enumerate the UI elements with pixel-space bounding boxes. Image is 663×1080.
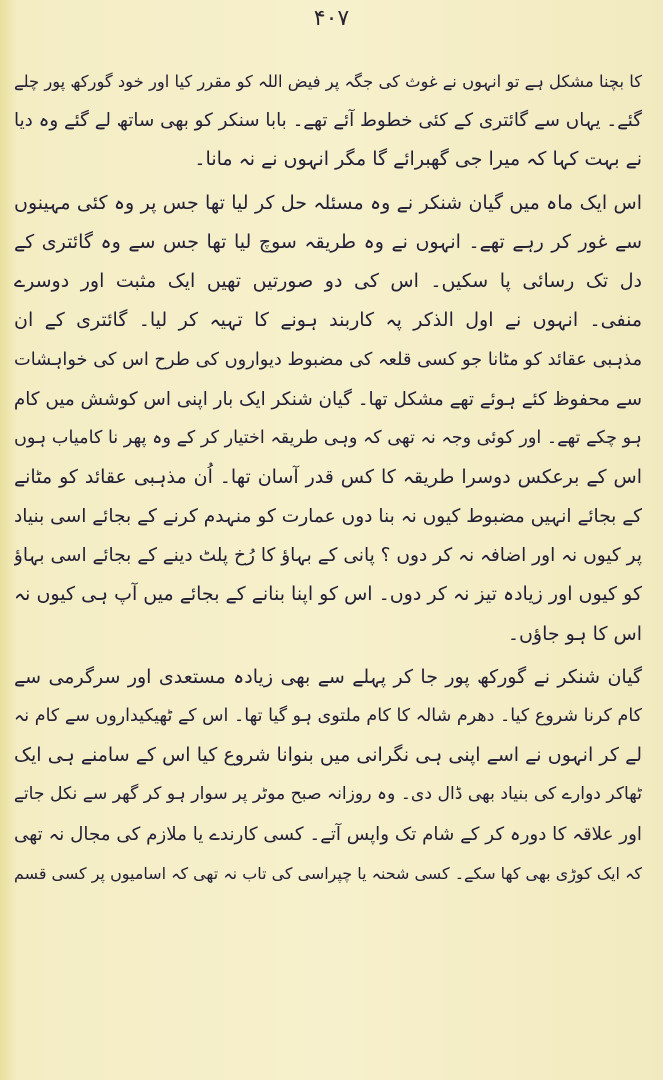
page-number: ۴۰۷ [313,6,350,31]
text-line: منفی۔ انہوں نے اول الذکر پہ کاربند ہونے کا تہیہ کر لیا۔ گائتری کے ان [14,309,642,332]
body-text [14,62,642,893]
text-line: ہو چکے تھے۔ اور کوئی وجہ نہ تھی کہ وہی طریقہ اختیار کر کے وہ پھر نا کامیاب ہوں [14,427,642,448]
text-line: دل تک رسائی پا سکیں۔ اس کی دو صورتیں تھیں ایک مثبت اور دوسرے [14,269,642,292]
text-line: پر کیوں نہ اور اضافہ نہ کر دوں ؟ پانی کے بہاؤ کا رُخ پلٹ دینے کے بجائے اسی بہاؤ [14,545,642,567]
text-line: گئے۔ یہاں سے گائتری کے کئی خطوط آئے تھے۔ بابا سنکر کو بھی ساتھ لے گئے وہ دیا [14,110,642,132]
paragraph-3 [14,658,642,893]
paragraph-1 [14,62,642,180]
text-line: نے بہت کہا کہ میرا جی گھبرائے گا مگر انہوں نے نہ مانا۔ [194,148,642,171]
text-line: لے کر انہوں نے اسے اپنی ہی نگرانی میں بنوانا شروع کیا اس کے سامنے ہی ایک [14,744,642,767]
text-line: اس ایک ماہ میں گیان شنکر نے وہ مسئلہ حل کر لیا تھا جس پر وہ کئی مہینوں [14,191,642,214]
text-line: کو کیوں اور زیادہ تیز نہ کر دوں۔ اس کو اپنا بنانے کے بجائے میں آپ ہی کیوں نہ [14,583,642,606]
text-line: گیان شنکر نے گورکھ پور جا کر پہلے سے بھی زیادہ مستعدی اور سرگرمی سے [14,665,642,688]
text-line: سے غور کر رہے تھے۔ انہوں نے وہ طریقہ سوچ لیا تھا جس سے وہ گائتری کے [14,230,642,253]
text-line: اس کے برعکس دوسرا طریقہ کا کس قدر آسان تھا۔ اُن مذہبی عقائد کو مٹانے [14,465,642,488]
text-line: مذہبی عقائد کو مٹانا جو کسی قلعہ کی مضبوط دیواروں کی طرح اس کی خواہشات [14,349,642,371]
text-line: اور علاقہ کا دورہ کر کے شام تک واپس آتے۔ کسی کارندے یا ملازم کی مجال نہ تھی [14,823,642,845]
text-line: ٹھاکر دوارے کی بنیاد بھی ڈال دی۔ وہ روزانہ صبح موٹر پر سوار ہو کر گھر سے نکل جاتے [14,784,642,805]
paragraph-2 [14,184,642,654]
text-line: کا بچنا مشکل ہے تو انہوں نے غوث کی جگہ پر فیض اللہ کو مقرر کیا اور خود گورکھ پور چلے [14,72,642,91]
text-line: کہ ایک کوڑی بھی کھا سکے۔ کسی شحنہ یا چپراسی کی تاب نہ تھی کہ اسامیوں پر کسی قسم [14,863,642,883]
text-line: سے محفوظ کئے ہوئے تھے مشکل تھا۔ گیان شنکر ایک بار اپنی اس کوشش میں کام [14,388,642,410]
text-line: اس کا ہو جاؤں۔ [507,622,642,645]
text-line: کے بجائے انہیں مضبوط کیوں نہ بنا دوں عمارت کو منہدم کرنے کے بجائے اسی بنیاد [14,506,642,528]
text-line: کام کرنا شروع کیا۔ دھرم شالہ کا کام ملتوی ہو گیا تھا۔ اس کے ٹھیکیداروں سے کام نہ [14,706,642,726]
